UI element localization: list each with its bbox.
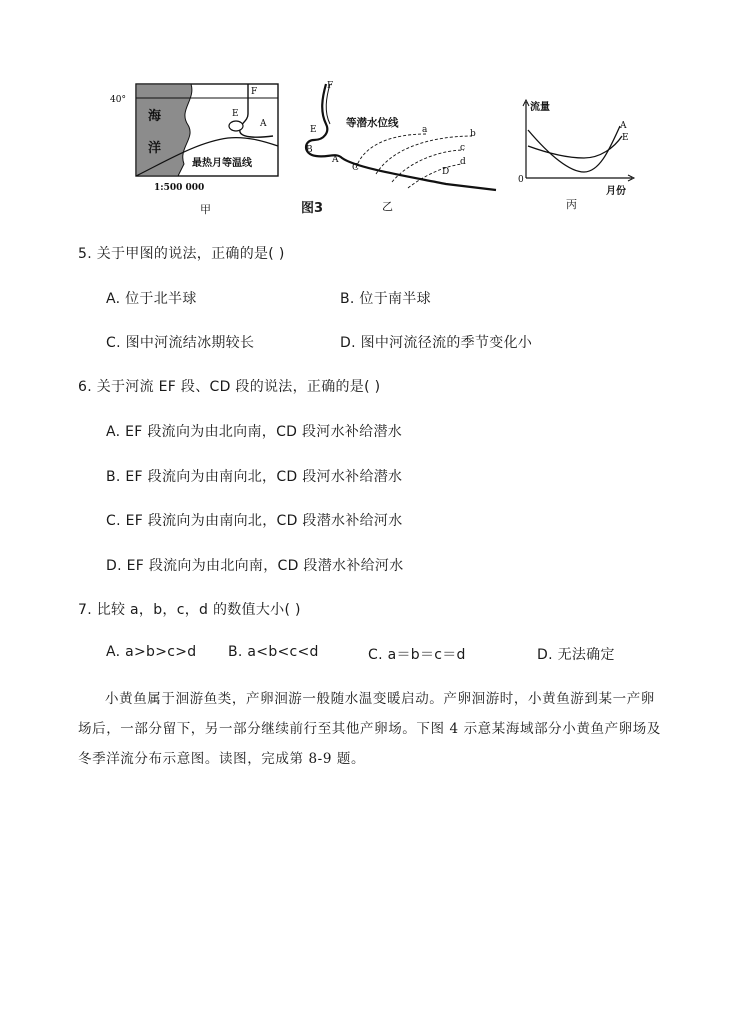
question-5-option-c[interactable]: C. 图中河流结冰期较长 [106,335,255,351]
yi-label-d: d [460,157,466,167]
bing-origin: 0 [518,175,524,185]
question-6-option-c[interactable]: C. EF 段流向为由南向北，CD 段潜水补给河水 [106,513,403,529]
bing-curve-A-label: A [620,121,627,131]
question-5-option-d[interactable]: D. 图中河流径流的季节变化小 [340,335,533,351]
isotherm-label: 最热月等温线 [192,158,252,169]
question-7-stem: 7. 比较 a，b，c，d 的数值大小( ) [78,602,301,618]
figure-bing-caption: 丙 [566,198,577,211]
bing-curve-E-label: E [622,133,629,143]
yi-label-a: a [422,125,428,135]
passage-text: 小黄鱼属于洄游鱼类，产卵洄游一般随水温变暖启动。产卵洄游时，小黄鱼游到某一产卵场后，一部分留下，另一部分继续前行至其他产卵场。下图 4 示意某海域部分小黄鱼产卵场及冬季洋流分布示意图。读图，完成第 8-9 题。 [78,691,661,767]
question-7-option-d[interactable]: D. 无法确定 [537,647,615,663]
figure-label: 图3 [301,201,324,216]
point-E-label: E [232,109,239,119]
question-7-option-b[interactable]: B. a<b<c<d [228,644,319,660]
yi-label-b: b [470,129,476,139]
question-5-option-a[interactable]: A. 位于北半球 [106,291,197,307]
yi-label-B: B [306,145,313,155]
question-5-option-b[interactable]: B. 位于南半球 [340,291,431,307]
question-6-option-a[interactable]: A. EF 段流向为由北向南，CD 段河水补给潜水 [106,424,403,440]
question-6-option-b[interactable]: B. EF 段流向为由南向北，CD 段河水补给潜水 [106,469,403,485]
yi-label-C: C [352,163,359,173]
passage [78,684,668,774]
yi-label-D: D [442,167,450,177]
question-6-stem: 6. 关于河流 EF 段、CD 段的说法，正确的是( ) [78,379,381,395]
yi-label-A: A [332,155,339,165]
question-7-option-a[interactable]: A. a>b>c>d [106,644,197,660]
question-6-option-d[interactable]: D. EF 段流向为由北向南，CD 段潜水补给河水 [106,558,404,574]
latitude-label: 40° [110,95,126,105]
figure-yi-caption: 乙 [382,200,393,213]
bing-xlabel: 月份 [606,186,626,197]
yi-label-E: E [310,125,317,135]
sea-label-1: 海 [148,109,162,124]
bing-ylabel: 流量 [530,102,550,113]
question-5-stem: 5. 关于甲图的说法，正确的是( ) [78,246,285,262]
figure-jia [108,80,288,216]
figure-jia-caption: 甲 [200,203,211,216]
scale-label: 1:500 000 [154,183,205,193]
question-7-option-c[interactable]: C. a＝b＝c＝d [368,647,466,663]
yi-label-F: F [327,81,334,91]
yi-title: 等潜水位线 [346,117,399,129]
sea-label-2: 洋 [148,141,162,156]
figure-bing [510,96,640,211]
point-A-label: A [260,119,267,129]
yi-label-c: c [460,143,466,153]
point-F-label: F [251,87,258,97]
